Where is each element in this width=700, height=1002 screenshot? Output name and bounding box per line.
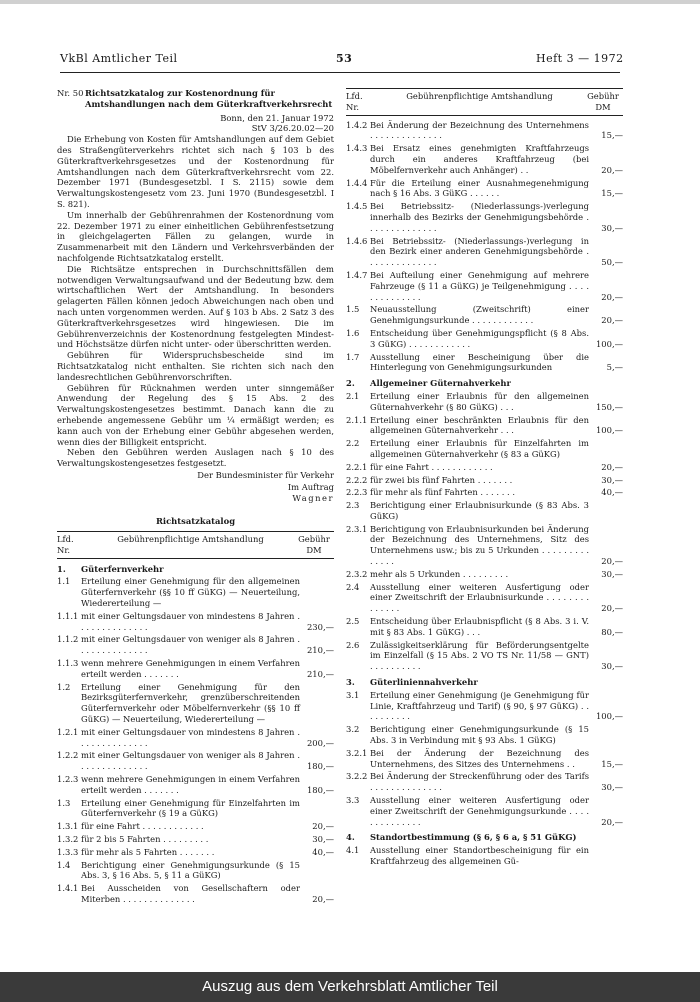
catalog-section-row: [346, 378, 623, 389]
item-number: 4.1: [346, 845, 360, 856]
item-description: wenn mehrere Genehmigungen in einem Verfahren erteilt werden . . . . . . .: [81, 774, 300, 795]
catalog-row: [57, 727, 334, 749]
item-description: Berichtigung einer Genehmigungsurkunde (§ 15 Abs. 3, § 16 Abs. 5, § 11 a GüKG): [81, 859, 300, 881]
item-number: 3.2.2: [346, 771, 368, 782]
catalog-section-row: [57, 564, 334, 575]
intro-paragraph: Die Erhebung von Kosten für Amtshandlungen auf dem Gebiet des Straßengüterverkehrs richtet sich nach § 103 b des Güterkraftverkehrsgesetzes und der Kostenordnung für Amtshandlungen nach dem Güterkraftverkehrsrecht vom 22. Dezember 1971 (Bundesgesetzbl. I S. 2115) sowie dem Verwaltungskostengesetz vom 23. Juni 1970 (Bundesgesetzbl. I S. 821).: [57, 134, 334, 209]
item-fee: 20,—: [312, 893, 334, 904]
item-description: mit einer Geltungsdauer von mindestens 8 Jahren . . . . . . . . . . . . . .: [81, 726, 300, 748]
catalog-row: [346, 616, 623, 638]
item-description: mit einer Geltungsdauer von mindestens 8 Jahren . . . . . . . . . . . . . .: [81, 610, 300, 632]
item-description: Bei Betriebssitz- (Niederlassungs-)verlegung innerhalb des Bezirks der Genehmigungsbehörde . . . . . . . . . . . . . .: [370, 201, 589, 233]
item-description: Güterfernverkehr: [81, 563, 164, 574]
signature-order: Im Auftrag: [287, 481, 334, 492]
catalog-row: [57, 834, 334, 845]
catalog-row: [346, 391, 623, 413]
catalog-row: [346, 569, 623, 580]
catalog-row: [346, 475, 623, 486]
item-number: 2.: [346, 378, 355, 389]
journal-name: VkBl Amtlicher Teil: [60, 52, 178, 65]
catalog-row: [346, 462, 623, 473]
catalog-row: [346, 771, 623, 793]
item-number: 1.4.6: [346, 235, 368, 246]
item-fee: 20,—: [601, 164, 623, 175]
footer-banner: Auszug aus dem Verkehrsblatt Amtlicher Teil: [0, 972, 700, 1002]
item-number: 3.3: [346, 795, 360, 806]
catalog-section-row: [346, 832, 623, 843]
item-number: 1.2.2: [57, 750, 79, 761]
catalog-row: [57, 576, 334, 608]
col-nr-header: Lfd. Nr.: [57, 534, 74, 555]
item-fee: 30,—: [601, 474, 623, 485]
catalog-row: [57, 634, 334, 656]
catalog-row: [346, 582, 623, 614]
item-description: Güterliniennahverkehr: [370, 677, 478, 688]
item-description: für eine Fahrt . . . . . . . . . . . .: [81, 821, 204, 832]
item-fee: 230,—: [306, 621, 334, 632]
item-description: für mehr als fünf Fahrten . . . . . . .: [370, 487, 516, 498]
item-number: 1.7: [346, 351, 360, 362]
item-number: 1.4.1: [57, 883, 79, 894]
item-fee: 30,—: [601, 568, 623, 579]
catalog-rows-left: [57, 564, 334, 905]
intro-paragraph: Die Richtsätze entsprechen in Durchschnittsfällen dem notwendigen Verwaltungsaufwand und der Bedeutung bzw. dem wirtschaftlichen Wert der Amtshandlung. In besonders gelagerten Fällen können jedoch Abweichungen nach oben und nach unten vorgenommen werden. Auf § 103 b Abs. 2 Satz 3 des Güterkraftverkehrsgesetzes wird hingewiesen. Die im Gebührenverzeichnis der Kostenordnung festgelegten Mindest- und Höchstsätze dürfen nicht unter- oder überschritten werden.: [57, 263, 334, 350]
right-column: [346, 88, 623, 869]
catalog-row: [346, 328, 623, 350]
item-fee: 80,—: [601, 626, 623, 637]
catalog-row: [346, 795, 623, 827]
left-column: [57, 88, 334, 907]
item-fee: 30,—: [601, 661, 623, 672]
item-description: Berichtigung von Erlaubnisurkunden bei Änderung der Bezeichnung des Unternehmens, Sitz des Unternehmens usw.; bis zu 5 Urkunden . . . . . . . . . . . . . .: [370, 523, 589, 567]
col-nr-header: Lfd. Nr.: [346, 91, 363, 112]
item-fee: 30,—: [312, 834, 334, 844]
catalog-row: [57, 860, 334, 882]
item-number: 2.2.3: [346, 487, 368, 498]
document-number: Nr. 50: [57, 88, 84, 98]
item-number: 1.5: [346, 304, 360, 315]
item-fee: 20,—: [601, 291, 623, 302]
item-fee: 150,—: [595, 401, 623, 412]
item-description: Für die Erteilung einer Ausnahmegenehmigung nach § 16 Abs. 3 GüKG . . . . . .: [370, 177, 589, 199]
page-number: 53: [336, 52, 353, 65]
catalog-row: [346, 748, 623, 770]
item-description: Erteilung einer Genehmigung (je Genehmigung für Linie, Kraftfahrzeug und Tarif) (§ 90, § 97 GüKG) . . . . . . . . . .: [370, 689, 589, 722]
catalog-row: [346, 438, 623, 460]
document-title: Richtsatzkatalog zur Kostenordnung für Amtshandlungen nach dem Güterkraftverkehrsrecht: [85, 88, 333, 109]
item-number: 1.4: [57, 859, 71, 870]
catalog-row: [346, 201, 623, 233]
intro-text: [57, 134, 334, 469]
item-fee: 15,—: [601, 188, 623, 199]
col-fee-header: Gebühr DM: [298, 534, 330, 555]
scan-edge: [0, 0, 700, 4]
item-number: 2.3: [346, 500, 360, 511]
item-number: 1.2.3: [57, 774, 79, 785]
catalog-row: [57, 611, 334, 633]
catalog-row: [346, 487, 623, 498]
item-number: 2.1.1: [346, 414, 368, 425]
item-description: Bei Ersatz eines genehmigten Kraftfahrzeugs durch ein anderes Kraftfahrzeug (bei Möbelfernverkehr auch Anhänger) . .: [370, 143, 589, 175]
item-number: 2.4: [346, 581, 360, 592]
catalog-row: [346, 690, 623, 722]
signature-name: Wagner: [292, 493, 334, 504]
item-fee: 20,—: [601, 603, 623, 614]
item-fee: 100,—: [595, 711, 623, 722]
catalog-row: [346, 178, 623, 200]
item-fee: 180,—: [306, 784, 334, 795]
catalog-row: [346, 640, 623, 672]
item-number: 4.: [346, 832, 355, 843]
catalog-row: [346, 352, 623, 374]
item-description: Ausstellung einer weiteren Ausfertigung oder einer Zweitschrift der Genehmigungsurkunde . . . . . . . . . . . . . .: [370, 795, 589, 827]
item-number: 2.6: [346, 639, 360, 650]
item-description: für zwei bis fünf Fahrten . . . . . . .: [370, 474, 513, 485]
catalog-row: [57, 774, 334, 796]
header-rule: [60, 72, 620, 73]
signature-authority: Der Bundesminister für Verkehr: [197, 469, 334, 480]
item-fee: 40,—: [312, 846, 334, 857]
item-number: 1.4.4: [346, 177, 368, 188]
catalog-row: [57, 847, 334, 858]
catalog-row: [57, 821, 334, 832]
item-number: 2.2.1: [346, 461, 368, 472]
document-heading: [57, 88, 334, 110]
item-number: 3.1: [346, 689, 360, 700]
item-fee: 210,—: [306, 645, 334, 656]
catalog-row: [57, 682, 334, 725]
item-number: 1.2: [57, 681, 71, 692]
reference-number: StV 3/26.20.02—20: [251, 123, 334, 134]
catalog-row: [346, 524, 623, 567]
item-fee: 50,—: [601, 257, 623, 268]
item-description: Erteilung einer Erlaubnis für Einzelfahrten im allgemeinen Güternahverkehr (§ 83 a GüKG): [370, 438, 589, 459]
item-description: mit einer Geltungsdauer von weniger als 8 Jahren . . . . . . . . . . . . . .: [81, 750, 300, 772]
item-description: Bei Änderung der Bezeichnung des Unternehmens . . . . . . . . . . . . . .: [370, 119, 589, 141]
item-description: Berichtigung einer Erlaubnisurkunde (§ 83 Abs. 3 GüKG): [370, 500, 589, 521]
item-number: 1.4.3: [346, 143, 368, 154]
issue-label: Heft 3 — 1972: [536, 52, 624, 65]
catalog-row: [346, 120, 623, 142]
item-fee: 30,—: [601, 222, 623, 233]
col-desc-header: Gebührenpflichtige Amtshandlung: [406, 91, 553, 101]
item-number: 2.3.2: [346, 568, 368, 579]
item-description: Standortbestimmung (§ 6, § 6 a, § 51 GüKG): [370, 832, 577, 843]
catalog-header-right: [346, 88, 623, 116]
item-description: Bei Aufteilung einer Genehmigung auf mehrere Fahrzeuge (§ 11 a GüKG) je Teilgenehmigung . . . . . . . . . . . . . .: [370, 269, 589, 302]
item-fee: 15,—: [601, 130, 623, 141]
place-date: Bonn, den 21. Januar 1972: [220, 112, 334, 123]
item-number: 2.3.1: [346, 523, 368, 534]
catalog-section-row: [346, 677, 623, 688]
item-number: 1.4.7: [346, 269, 368, 280]
catalog-row: [57, 798, 334, 820]
item-description: Erteilung einer Genehmigung für den Bezirksgüterfernverkehr, grenzüberschreitenden Güterfernverkehr oder Möbelfernverkehr (§§ 10 ff GüKG) — Neuerteilung, Wiedererteilung —: [81, 681, 300, 725]
intro-paragraph: Gebühren für Rücknahmen werden unter sinngemäßer Anwendung der Regelung des § 15 Abs. 2 des Verwaltungskostengesetzes bestimmt. Danach kann die zu erhebende angemessene Gebühr um ¼ ermäßigt werden; es kann auch von der Erhebung einer Gebühr abgesehen werden, wenn dies der Billigkeit entspricht.: [57, 382, 334, 447]
item-number: 1.3.2: [57, 834, 79, 844]
item-description: Ausstellung einer Standortbescheinigung für ein Kraftfahrzeug des allgemeinen Gü-: [370, 845, 589, 866]
item-fee: 15,—: [601, 758, 623, 769]
item-description: wenn mehrere Genehmigungen in einem Verfahren erteilt werden . . . . . . .: [81, 658, 300, 679]
item-description: Bei Betriebssitz- (Niederlassungs-)verlegung in den Bezirk einer anderen Genehmigungsbehörde . . . . . . . . . . . . . .: [370, 235, 589, 268]
item-fee: 20,—: [312, 821, 334, 832]
item-number: 1.1.3: [57, 658, 79, 669]
intro-paragraph: Gebühren für Widerspruchsbescheide sind im Richtsatzkatalog nicht enthalten. Sie richten sich nach den landesrechtlichen Gebührenvorschriften.: [57, 350, 334, 382]
item-fee: 100,—: [595, 425, 623, 436]
item-number: 2.2.2: [346, 474, 368, 485]
item-description: Erteilung einer beschränkten Erlaubnis für den allgemeinen Güternahverkehr . . .: [370, 414, 589, 436]
catalog-row: [346, 415, 623, 437]
catalog-row: [346, 270, 623, 302]
item-number: 1.3.3: [57, 846, 79, 857]
item-number: 1.1.2: [57, 634, 79, 645]
catalog-title: Richtsatzkatalog: [155, 516, 236, 527]
intro-paragraph: Um innerhalb der Gebührenrahmen der Kostenordnung vom 22. Dezember 1971 zu einer einheitlichen Gebührenfestsetzung in gleichgelagerten Fällen zu gelangen, wurde in Zusammenarbeit mit den Ländern und Verkehrsverbänden der nachfolgende Richtsatzkatalog erstellt.: [57, 209, 334, 263]
item-fee: 20,—: [601, 461, 623, 472]
item-number: 1.6: [346, 327, 360, 338]
item-description: Bei der Änderung der Bezeichnung des Unternehmens, des Sitzes des Unternehmens . .: [370, 747, 589, 769]
item-description: für 2 bis 5 Fahrten . . . . . . . . .: [81, 834, 209, 844]
item-description: Entscheidung über Erlaubnispflicht (§ 8 Abs. 3 i. V. mit § 83 Abs. 1 GüKG) . . .: [370, 616, 589, 637]
item-number: 1.1.1: [57, 610, 79, 621]
item-description: Erteilung einer Erlaubnis für den allgemeinen Güternahverkehr (§ 80 GüKG) . . .: [370, 390, 589, 412]
item-number: 1.4.2: [346, 119, 368, 130]
item-number: 3.: [346, 677, 355, 688]
item-description: Zulässigkeitserklärung für Beförderungsentgelte im Einzelfall (§ 15 Abs. 2 VO TS Nr. 11/58 — GNT) . . . . . . . . . .: [370, 639, 589, 672]
item-description: Entscheidung über Genehmigungspflicht (§ 8 Abs. 3 GüKG) . . . . . . . . . . . .: [370, 327, 589, 349]
item-description: Erteilung einer Genehmigung für den allgemeinen Güterfernverkehr (§§ 10 ff GüKG) — Neuerteilung, Wiedererteilung —: [81, 576, 300, 609]
item-description: Berichtigung einer Genehmigungsurkunde (§ 15 Abs. 3 in Verbindung mit § 93 Abs. 1 GüKG): [370, 724, 589, 746]
item-number: 1.3.1: [57, 821, 79, 832]
item-number: 2.1: [346, 390, 360, 401]
item-fee: 180,—: [306, 761, 334, 772]
col-desc-header: Gebührenpflichtige Amtshandlung: [117, 534, 264, 545]
item-fee: 210,—: [306, 668, 334, 679]
item-number: 1.2.1: [57, 726, 79, 737]
item-description: Allgemeiner Güternahverkehr: [370, 378, 511, 389]
intro-paragraph: Neben den Gebühren werden Auslagen nach § 10 des Verwaltungskostengesetzes festgesetzt.: [57, 447, 334, 469]
item-fee: 20,—: [601, 816, 623, 827]
item-fee: 200,—: [306, 737, 334, 748]
catalog-row: [346, 724, 623, 746]
item-number: 2.2: [346, 438, 360, 449]
item-description: mehr als 5 Urkunden . . . . . . . . .: [370, 568, 509, 579]
item-fee: 100,—: [595, 338, 623, 349]
item-number: 1.4.5: [346, 201, 368, 212]
item-description: mit einer Geltungsdauer von weniger als 8 Jahren . . . . . . . . . . . . . .: [81, 634, 300, 656]
catalog-rows-right: [346, 120, 623, 867]
item-number: 3.2.1: [346, 747, 368, 758]
item-fee: 5,—: [606, 362, 623, 373]
catalog-row: [346, 845, 623, 867]
item-fee: 40,—: [601, 487, 623, 498]
item-fee: 30,—: [601, 782, 623, 793]
item-description: Bei Ausscheiden von Gesellschaftern oder Miterben . . . . . . . . . . . . . .: [81, 883, 300, 904]
catalog-row: [346, 143, 623, 175]
item-description: Ausstellung einer Bescheinigung über die Hinterlegung von Genehmigungsurkunden: [370, 351, 589, 373]
item-description: für mehr als 5 Fahrten . . . . . . .: [81, 846, 215, 857]
item-number: 3.2: [346, 724, 360, 735]
catalog-row: [346, 304, 623, 326]
catalog-header: [57, 531, 334, 559]
col-fee-header: Gebühr DM: [587, 91, 619, 112]
item-description: Neuausstellung (Zweitschrift) einer Genehmigungsurkunde . . . . . . . . . . . .: [370, 304, 589, 326]
catalog-row: [346, 236, 623, 268]
item-number: 1.: [57, 563, 66, 574]
item-number: 1.1: [57, 576, 71, 587]
item-description: für eine Fahrt . . . . . . . . . . . .: [370, 461, 493, 472]
catalog-row: [57, 750, 334, 772]
catalog-row: [57, 883, 334, 905]
item-fee: 20,—: [601, 556, 623, 567]
item-number: 2.5: [346, 616, 360, 627]
catalog-row: [57, 658, 334, 680]
item-description: Erteilung einer Genehmigung für Einzelfahrten im Güterfernverkehr (§ 19 a GüKG): [81, 797, 300, 819]
item-number: 1.3: [57, 797, 71, 808]
catalog-row: [346, 500, 623, 522]
item-fee: 20,—: [601, 315, 623, 326]
item-description: Bei Änderung der Streckenführung oder des Tarifs . . . . . . . . . . . . . .: [370, 771, 589, 793]
item-description: Ausstellung einer weiteren Ausfertigung oder einer Zweitschrift der Erlaubnisurkunde . . . . . . . . . . . . . .: [370, 581, 589, 614]
